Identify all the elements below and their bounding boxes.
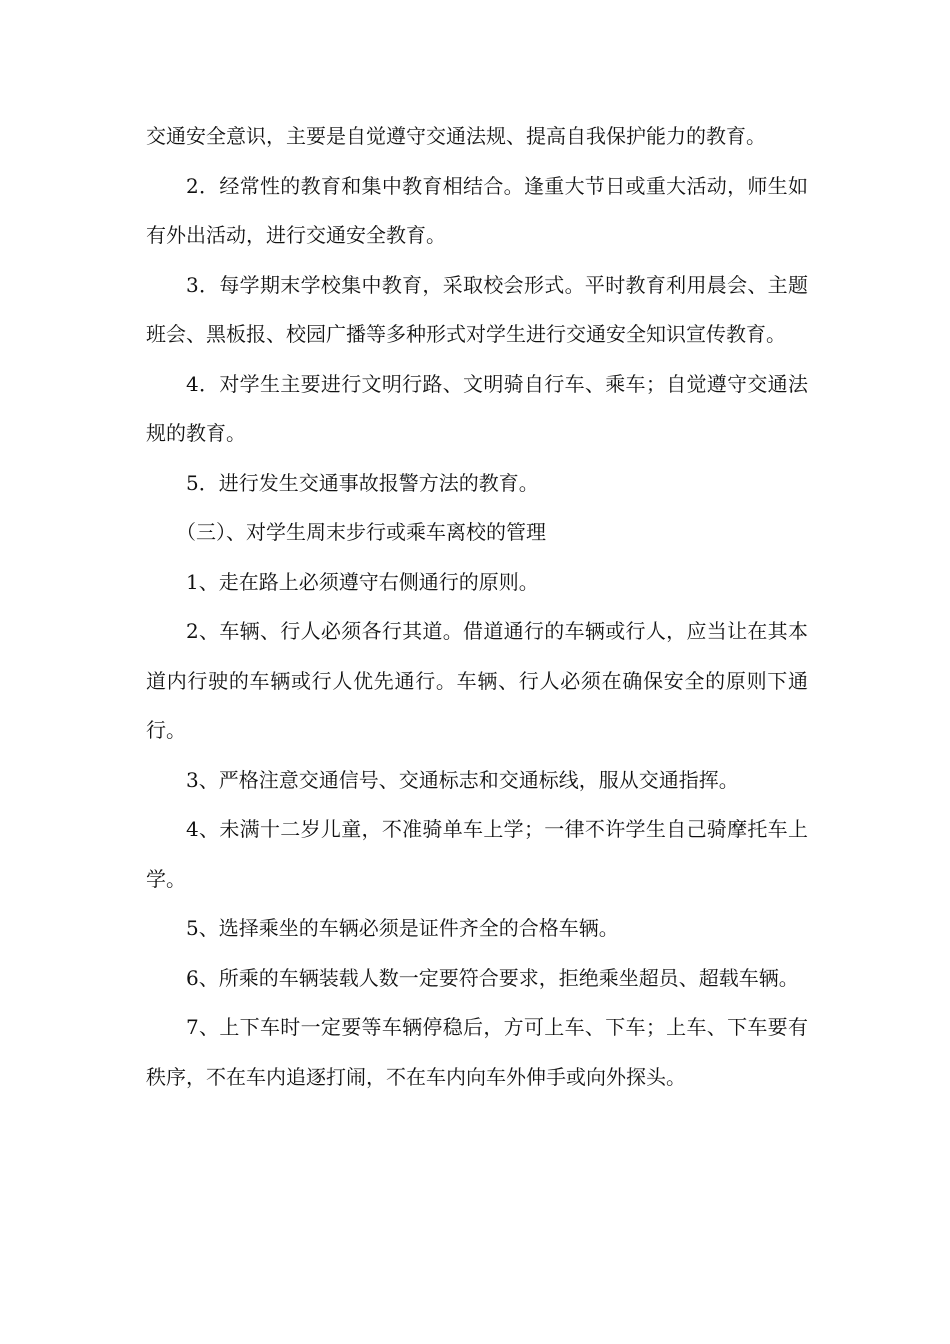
paragraph-7: 1、走在路上必须遵守右侧通行的原则。 [186, 569, 539, 594]
document-body [146, 112, 808, 1102]
paragraph-11: 5、选择乘坐的车辆必须是证件齐全的合格车辆。 [186, 916, 619, 940]
paragraph-4: 4．对学生主要进行文明行路、文明骑自行车、乘车；自觉遵守交通法规的教育。 [146, 371, 808, 445]
section-heading: （三）、对学生周末步行或乘车离校的管理 [176, 520, 546, 544]
paragraph-3: 3．每学期末学校集中教育，采取校会形式。平时教育利用晨会、主题班会、黑板报、校园广播等多种形式对学生进行交通安全知识宣传教育。 [146, 272, 808, 346]
paragraph-10: 4、未满十二岁儿童，不准骑单车上学；一律不许学生自己骑摩托车上学。 [146, 817, 808, 891]
paragraph-12: 6、所乘的车辆装载人数一定要符合要求，拒绝乘坐超员、超载车辆。 [186, 965, 799, 990]
paragraph-5: 5．进行发生交通事故报警方法的教育。 [186, 470, 539, 495]
paragraph-13: 7、上下车时一定要等车辆停稳后，方可上车、下车；上车、下车要有秩序，不在车内追逐打闹，不在车内向车外伸手或向外探头。 [146, 1015, 808, 1089]
paragraph-9: 3、严格注意交通信号、交通标志和交通标线，服从交通指挥。 [186, 767, 739, 792]
paragraph-8: 2、车辆、行人必须各行其道。借道通行的车辆或行人，应当让在其本道内行驶的车辆或行人优先通行。车辆、行人必须在确保安全的原则下通行。 [146, 619, 808, 742]
paragraph-1: 交通安全意识，主要是自觉遵守交通法规、提高自我保护能力的教育。 [146, 124, 766, 148]
paragraph-2: 2．经常性的教育和集中教育相结合。逢重大节日或重大活动，师生如有外出活动，进行交通安全教育。 [146, 173, 808, 247]
